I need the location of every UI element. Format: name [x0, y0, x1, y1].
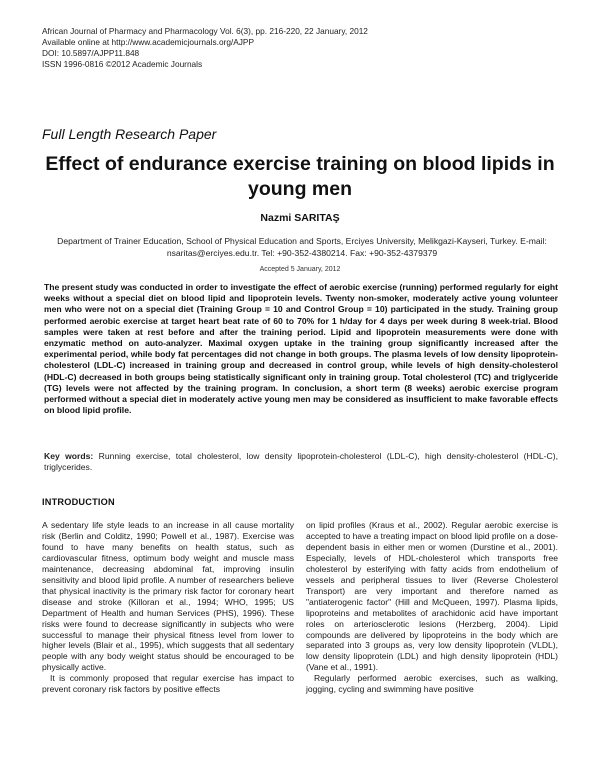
doi: DOI: 10.5897/AJPP11.848: [42, 48, 140, 58]
right-column: [306, 520, 558, 695]
keywords: [44, 451, 558, 473]
accepted-date: Accepted 5 January, 2012: [259, 266, 341, 273]
keywords-label: Key words:: [44, 451, 94, 461]
paper-type: Full Length Research Paper: [42, 126, 217, 142]
abstract: The present study was conducted in order to investigate the effect of aerobic exercise (running) performed regularly for eight weeks without a special diet on blood lipid and lipoprotein levels. Twenty non-smoker, moderately active young volunteer men who were not on a special diet (Training Group = 10 and Control Group = 10) participated in the study. Training group performed aerobic exercise at target heart beat rate of 60 to 70% for 1 h/day for 4 days per week during 8 week-trial. Blood samples were taken at rest before and after the training period. Lipid and lipoprotein measurements were done with enzymatic method on auto-analyzer. Maximal oxygen uptake in the training group significantly increased after the experimental period, while body fat percentages did not change in both groups. The plasma levels of low density lipoprotein-cholesterol (LDL-C) increased in training group and decreased in control group, while levels of high density-cholesterol (HDL-C) decreased in both groups being statistically significant only in training group. Total cholesterol (TC) and triglyceride (TG) levels were not affected by the training program. In conclusion, a short term (8 weeks) aerobic exercise program performed without a special diet in moderately active young men may be considered as insufficient to make favorable effects on blood lipid profile.: [44, 282, 558, 416]
paragraph: A sedentary life style leads to an increase in all cause mortality risk (Berlin and Colditz, 1990; Powell et al., 1987). Exercise was found to have many benefits on health status, such as cardiovascular fitness, optimum body weight and muscle mass maintenance, decreasing abdominal fat, improving insulin sensitivity and blood lipid profile. A number of researchers believe that physical inactivity is the primary risk factor for coronary heart disease and stroke (Killoran et al., 1994; WHO, 1995; US Department of Health and human Services (PHS), 1996). These risks were found to decrease significantly in subjects who were successful to manage their physical fitness level from lower to higher levels (Blair et al., 1995), which suggests that all sedentary people with any body weight status should be encouraged to be physically active.: [42, 520, 294, 673]
paper-title: Effect of endurance exercise training on blood lipids in young men: [45, 153, 555, 200]
section-heading-introduction: INTRODUCTION: [42, 497, 115, 507]
left-column: [42, 520, 294, 695]
paragraph: on lipid profiles (Kraus et al., 2002). Regular aerobic exercise is accepted to have a treating impact on blood lipid profile on a dose-dependent basis in either men or women (Durstine et al., 2001). Especially, levels of HDL-cholesterol which transports free cholesterol by esterifying with fatty acids from endothelium of vessels and peripheral tissues to liver (Reverse Cholesterol Transport) are very important and therefore named as "antiaterogenic factor" (Hill and McQueen, 1997). Plasma lipids, lipoproteins and metabolites of arachidonic acid have important roles on arteriosclerotic lesions (Herzberg, 2004). Lipid compounds are delivered by lipoproteins in the body which are separated into 3 groups as, very low density lipoprotein (VLDL), low density lipoprotein (LDL) and high density lipoprotein (HDL) (Vane et al., 1991).: [306, 520, 558, 673]
author-name: Nazmi SARITAŞ: [260, 212, 340, 224]
paragraph: It is commonly proposed that regular exercise has impact to prevent coronary risk factors by positive effects: [42, 673, 294, 695]
paragraph: Regularly performed aerobic exercises, such as walking, jogging, cycling and swimming have positive: [306, 673, 558, 695]
journal-citation: African Journal of Pharmacy and Pharmacology Vol. 6(3), pp. 216-220, 22 January, 2012: [42, 26, 368, 36]
journal-url: Available online at http://www.academicjournals.org/AJPP: [42, 37, 254, 47]
author-affiliation: Department of Trainer Education, School of Physical Education and Sports, Erciyes University, Melikgazi-Kayseri, Turkey. E-mail: nsaritas@erciyes.edu.tr. Tel: +90-352-4380214. Fax: +90-352-4379379: [57, 236, 547, 258]
journal-header: [42, 26, 368, 70]
issn: ISSN 1996-0816 ©2012 Academic Journals: [42, 59, 203, 69]
keywords-text: Running exercise, total cholesterol, low density lipoprotein-cholesterol (LDL-C), high density-cholesterol (HDL-C), triglycerides.: [44, 451, 558, 473]
